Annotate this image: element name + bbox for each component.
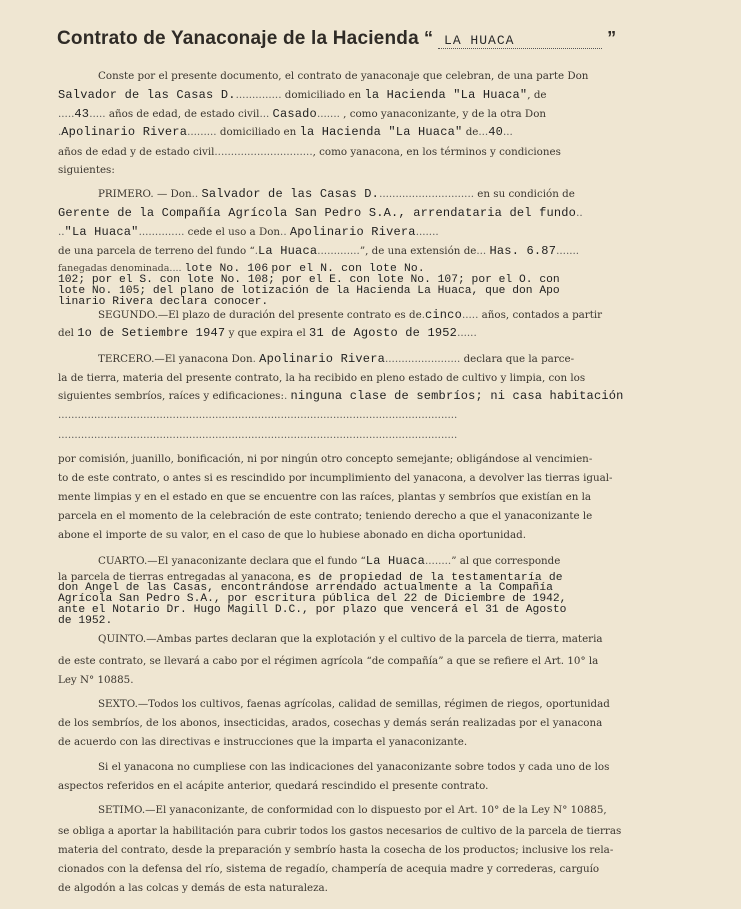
sexto-line-3: de acuerdo con las directivas e instrucciones que la imparta el yanaconizante. xyxy=(58,736,468,748)
owner-name: Salvador de las Casas D. xyxy=(58,88,236,102)
tercero-line-9: parcela en el momento de la celebración de este contrato; teniendo derecho a que el yanaconizante le xyxy=(58,510,593,522)
setimo-line-2: se obliga a aportar la habilitación para cubrir todos los gastos necesarios de cultivo de la parcela de tierras xyxy=(58,825,622,837)
cuarto-line-2: la parcela de tierras entregadas al yanacona, es de propiedad de la testamentaría de xyxy=(58,571,563,584)
yanacona-age: 40 xyxy=(488,125,504,139)
intro-line-1: Conste por el presente documento, el contrato de yanaconaje que celebran, de una parte Don xyxy=(98,70,589,82)
primero-typed-3: lote No. 105; del plano de lotización de la Hacienda La Huaca, que don Apo xyxy=(58,285,560,297)
primero-line-2: Gerente de la Compañía Agrícola San Pedro S.A., arrendataria del fundo.. xyxy=(58,206,583,220)
owner-age: 43 xyxy=(74,107,90,121)
tercero-line-8: mente limpias y en el estado en que se encuentre con las raíces, plantas y sembríos que existían en la xyxy=(58,491,592,503)
intro-line-5: años de edad y de estado civil.............................., como yanacona, en los términos y condiciones xyxy=(58,146,561,158)
intro-line-6: siguientes: xyxy=(58,164,115,176)
open-quote: “ xyxy=(423,28,433,48)
primero-line-4: de una parcela de terreno del fundo “.La Huaca.............”, de una extensión de... Has. 6.87....... xyxy=(58,244,580,258)
segundo-line-1: SEGUNDO.—El plazo de duración del presente contrato es de.cinco..... años, contados a partir xyxy=(98,308,603,322)
start-date: 1o de Setiembre 1947 xyxy=(77,326,226,340)
primero-line-5: fanegadas denominada.... lote No. 106 por el N. con lote No. xyxy=(58,263,425,275)
tercero-line-10: abone el importe de su valor, en el caso de que lo hubiese abonado en dicha oportunidad. xyxy=(58,529,526,541)
parcel-extension: Has. 6.87 xyxy=(489,244,557,258)
contract-years: cinco xyxy=(424,308,462,322)
cuarto-typed-3: Agrícola San Pedro S.A., por escritura pública del 22 de Diciembre de 1942, xyxy=(58,593,567,605)
quinto-line-1: QUINTO.—Ambas partes declaran que la explotación y el cultivo de la parcela de tierra, materia xyxy=(98,633,603,645)
primero-typed-2: 102; por el S. con lote No. 108; por el E. con lote No. 107; por el O. con xyxy=(58,274,560,286)
sexto-line-2: de los sembríos, de los abonos, insecticidas, arados, cosechas y demás serán realizadas por el yanacona xyxy=(58,717,603,729)
cuarto-typed-2: don Angel de las Casas, encontrándose arrendado actualmente a la Compañía xyxy=(58,582,553,594)
sexto-line-5: aspectos referidos en el acápite anterior, quedará rescindido el presente contrato. xyxy=(58,780,489,792)
tercero-line-7: to de este contrato, o antes si es rescindido por incumplimiento del yanacona, a devolver las tierras igual- xyxy=(58,472,613,484)
yanacona-name: Apolinario Rivera xyxy=(61,125,188,139)
primero-line-3: .."La Huaca".............. cede el uso a Don.. Apolinario Rivera....... xyxy=(58,225,439,239)
setimo-line-3: materia del contrato, desde la preparación y sembrío hasta la cosecha de los productos; inclusive los rela- xyxy=(58,844,614,856)
primero-name: Salvador de las Casas D. xyxy=(201,187,380,201)
intro-line-4: .Apolinario Rivera......... domiciliado en la Hacienda "La Huaca" de...40... xyxy=(58,125,513,139)
cuarto-typed-4: ante el Notario Dr. Hugo Magill D.C., por plazo que vencerá el 31 de Agosto xyxy=(58,604,567,616)
document-title: Contrato de Yanaconaje de la Hacienda xyxy=(57,28,419,49)
quinto-line-2: de este contrato, se llevará a cabo por el régimen agrícola “de compañía” a que se refiere el Art. 10° la xyxy=(58,655,599,667)
quinto-line-3: Ley N° 10885. xyxy=(58,674,134,686)
setimo-line-5: de algodón a las colcas y demás de esta naturaleza. xyxy=(58,882,328,894)
cuarto-typed-5: de 1952. xyxy=(58,615,113,627)
owner-civil-status: Casado xyxy=(272,107,317,121)
end-date: 31 de Agosto de 1952 xyxy=(309,326,458,340)
owner-domicile: la Hacienda "La Huaca" xyxy=(364,88,528,102)
close-quote: ” xyxy=(607,28,617,48)
setimo-line-4: cionados con la defensa del río, sistema de regadío, champería de acequia madre y correderas, carguío xyxy=(58,863,600,875)
tercero-dotted-1: .......................................................................................................................... xyxy=(58,409,458,421)
tercero-dotted-2: .......................................................................................................................... xyxy=(58,429,458,441)
intro-line-2: Salvador de las Casas D............... domiciliado en la Hacienda "La Huaca", de xyxy=(58,88,547,102)
segundo-line-2: del 1o de Setiembre 1947 y que expira el 31 de Agosto de 1952...... xyxy=(58,326,477,340)
tercero-line-3: siguientes sembríos, raíces y edificaciones:. ninguna clase de sembríos; ni casa habitación xyxy=(58,389,624,403)
primero-typed-4: linario Rivera declara conocer. xyxy=(58,296,269,308)
tercero-line-6: por comisión, juanillo, bonificación, ni por ningún otro concepto semejante; obligándose al vencimien- xyxy=(58,453,593,465)
tercero-line-1: TERCERO.—El yanacona Don. Apolinario Rivera....................... declara que la parce- xyxy=(98,352,575,366)
cuarto-line-1: CUARTO.—El yanaconizante declara que el fundo “La Huaca........” al que corresponde xyxy=(98,554,561,568)
primero-line-1: PRIMERO. — Don.. Salvador de las Casas D.............................. en su condición de xyxy=(98,187,575,201)
sexto-line-1: SEXTO.—Todos los cultivos, faenas agrícolas, calidad de semillas, régimen de riegos, oportunidad xyxy=(98,698,610,710)
hacienda-name: LA HUACA xyxy=(438,33,602,49)
document-header xyxy=(57,28,616,50)
yanacona-domicile: la Hacienda "La Huaca" xyxy=(299,125,463,139)
intro-line-3: .....43..... años de edad, de estado civil... Casado....... , como yanaconizante, y de la otra Don xyxy=(58,107,547,121)
sexto-line-4: Si el yanacona no cumpliese con las indicaciones del yanaconizante sobre todos y cada uno de los xyxy=(98,761,610,773)
tercero-line-2: la de tierra, materia del presente contrato, la ha recibido en pleno estado de cultivo y limpia, con los xyxy=(58,372,586,384)
setimo-line-1: SETIMO.—El yanaconizante, de conformidad con lo dispuesto por el Art. 10° de la Ley N° 10885, xyxy=(98,804,607,816)
